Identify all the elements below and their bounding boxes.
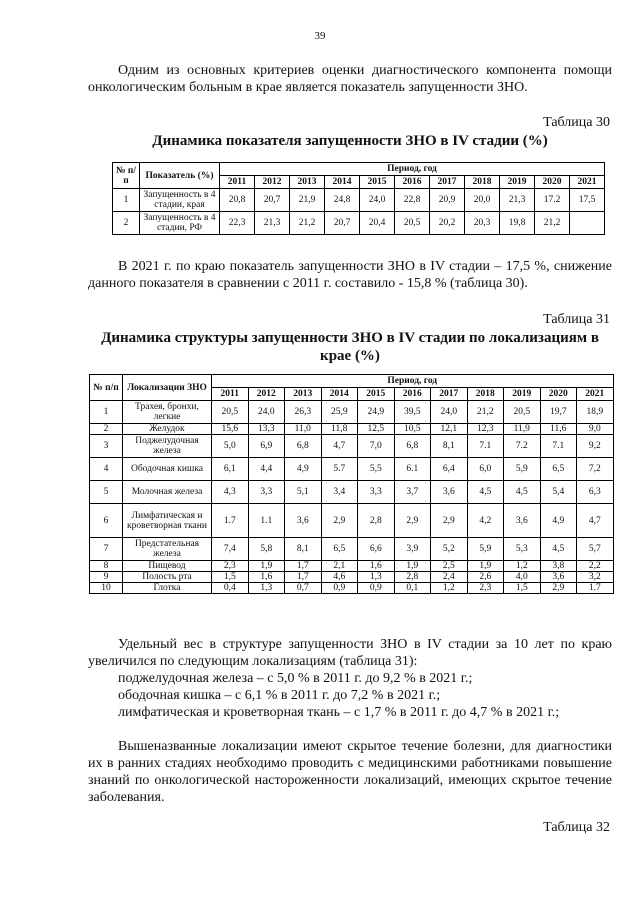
row-value: 24,0 — [248, 401, 285, 424]
row-number: 8 — [90, 561, 123, 572]
row-value: 5,4 — [540, 481, 577, 504]
row-value: 5.7 — [321, 458, 358, 481]
table31-header-period: Период, год — [212, 375, 614, 388]
row-value: 3,6 — [431, 481, 468, 504]
row-value: 4,4 — [248, 458, 285, 481]
row-value: 3,9 — [394, 538, 431, 561]
row-value: 2,4 — [431, 572, 468, 583]
table-row — [113, 189, 605, 212]
row-value: 5,3 — [504, 538, 541, 561]
row-value: 6,0 — [467, 458, 504, 481]
t30-year-header: 2017 — [430, 176, 465, 189]
row-value: 5,9 — [467, 538, 504, 561]
row-value: 2,8 — [394, 572, 431, 583]
row-value: 9,0 — [577, 424, 614, 435]
row-value: 0,9 — [358, 583, 395, 594]
table31-caption: Таблица 31 — [543, 312, 610, 327]
row-value: 1,9 — [394, 561, 431, 572]
row-number: 1 — [113, 189, 140, 212]
t30-year-header: 2014 — [325, 176, 360, 189]
row-value: 20,2 — [430, 212, 465, 235]
row-number: 2 — [90, 424, 123, 435]
table31-title: Динамика структуры запущенности ЗНО в IV стадии по локализациям в крае (%) — [101, 330, 599, 364]
row-value: 11,0 — [285, 424, 322, 435]
row-value: 7,2 — [577, 458, 614, 481]
row-value: 1,9 — [467, 561, 504, 572]
row-value: 7.1 — [467, 435, 504, 458]
row-value: 11,9 — [504, 424, 541, 435]
row-value: 12,5 — [358, 424, 395, 435]
row-value: 22,8 — [395, 189, 430, 212]
table-row — [90, 572, 614, 583]
row-value: 12,3 — [467, 424, 504, 435]
t30-year-header: 2019 — [500, 176, 535, 189]
row-label: Полость рта — [123, 572, 212, 583]
row-value: 3,8 — [540, 561, 577, 572]
row-value: 5,5 — [358, 458, 395, 481]
row-label: Запущенность в 4 стадии, РФ — [140, 212, 220, 235]
row-value: 2,9 — [394, 504, 431, 538]
row-value: 7,0 — [358, 435, 395, 458]
row-value: 3,6 — [540, 572, 577, 583]
row-label: Ободочная кишка — [123, 458, 212, 481]
page-number: 39 — [314, 30, 326, 42]
row-value: 4,5 — [504, 481, 541, 504]
table30-caption: Таблица 30 — [543, 115, 610, 130]
row-value: 19,7 — [540, 401, 577, 424]
row-value: 17.2 — [535, 189, 570, 212]
paragraph-3: Удельный вес в структуре запущенности ЗНО в IV стадии за 10 лет по краю увеличился по следующим локализациям (таблица 31): — [88, 637, 612, 669]
row-value: 4,0 — [504, 572, 541, 583]
row-value: 4,5 — [467, 481, 504, 504]
table-row — [90, 583, 614, 594]
row-value: 20,3 — [465, 212, 500, 235]
table-row — [90, 435, 614, 458]
row-value: 4,3 — [212, 481, 249, 504]
row-value: 3,7 — [394, 481, 431, 504]
row-value: 6,8 — [394, 435, 431, 458]
row-value: 0,1 — [394, 583, 431, 594]
row-value: 3,4 — [321, 481, 358, 504]
row-value: 8,1 — [431, 435, 468, 458]
row-value: 5,0 — [212, 435, 249, 458]
t31-year-header: 2011 — [212, 388, 249, 401]
row-number: 6 — [90, 504, 123, 538]
row-value: 4,7 — [321, 435, 358, 458]
t31-year-header: 2014 — [321, 388, 358, 401]
row-value: 1,6 — [358, 561, 395, 572]
t31-year-header: 2021 — [577, 388, 614, 401]
row-value: 4,6 — [321, 572, 358, 583]
row-number: 10 — [90, 583, 123, 594]
row-value: 1,7 — [285, 572, 322, 583]
row-label: Поджелудочная железа — [123, 435, 212, 458]
row-value: 6,1 — [212, 458, 249, 481]
t30-year-header: 2018 — [465, 176, 500, 189]
row-value: 24,0 — [431, 401, 468, 424]
row-value: 2,3 — [212, 561, 249, 572]
row-value: 13,3 — [248, 424, 285, 435]
table-row — [90, 458, 614, 481]
row-value: 2,5 — [431, 561, 468, 572]
t30-year-header: 2013 — [290, 176, 325, 189]
row-value: 1.7 — [577, 583, 614, 594]
row-value: 2,8 — [358, 504, 395, 538]
t31-year-header: 2020 — [540, 388, 577, 401]
t31-year-header: 2018 — [467, 388, 504, 401]
row-value: 6,9 — [248, 435, 285, 458]
row-value: 6.1 — [394, 458, 431, 481]
row-value: 12,1 — [431, 424, 468, 435]
table30 — [112, 162, 605, 235]
row-value: 1,2 — [431, 583, 468, 594]
row-label: Желудок — [123, 424, 212, 435]
row-value: 20,9 — [430, 189, 465, 212]
table30-header-num: № п/п — [113, 163, 140, 189]
row-value: 22,3 — [220, 212, 255, 235]
paragraph-4: Вышеназванные локализации имеют скрытое течение болезни, для диагностики их в ранних стадиях необходимо проводить с медицинскими работниками повышение знаний по онкологической настороженности локализаций, имеющих скрытое течение заболевания. — [88, 739, 612, 805]
row-value: 7.2 — [504, 435, 541, 458]
row-value: 2,6 — [467, 572, 504, 583]
row-value: 11,6 — [540, 424, 577, 435]
row-value: 26,3 — [285, 401, 322, 424]
table-row — [90, 481, 614, 504]
row-value: 3,3 — [358, 481, 395, 504]
row-value: 21,2 — [467, 401, 504, 424]
row-value: 24,9 — [358, 401, 395, 424]
row-value: 21,3 — [255, 212, 290, 235]
row-label: Глотка — [123, 583, 212, 594]
row-value: 8,1 — [285, 538, 322, 561]
table32-caption: Таблица 32 — [543, 820, 610, 835]
row-value: 24,8 — [325, 189, 360, 212]
row-value: 6,5 — [540, 458, 577, 481]
row-number: 7 — [90, 538, 123, 561]
table-row — [113, 212, 605, 235]
table30-header-indicator: Показатель (%) — [140, 163, 220, 189]
row-number: 5 — [90, 481, 123, 504]
row-value: 1.1 — [248, 504, 285, 538]
row-value: 20,8 — [220, 189, 255, 212]
row-value: 20,5 — [395, 212, 430, 235]
t31-year-header: 2012 — [248, 388, 285, 401]
row-number: 9 — [90, 572, 123, 583]
row-value: 3,2 — [577, 572, 614, 583]
row-value: 2,3 — [467, 583, 504, 594]
row-number: 3 — [90, 435, 123, 458]
row-value: 2,9 — [540, 583, 577, 594]
table30-header-period: Период, год — [220, 163, 605, 176]
row-value: 0,4 — [212, 583, 249, 594]
row-value: 4,2 — [467, 504, 504, 538]
row-value: 20,7 — [325, 212, 360, 235]
t30-year-header: 2020 — [535, 176, 570, 189]
t30-year-header: 2021 — [570, 176, 605, 189]
t30-year-header: 2012 — [255, 176, 290, 189]
row-value: 3,3 — [248, 481, 285, 504]
row-value: 9,2 — [577, 435, 614, 458]
intro-paragraph: Одним из основных критериев оценки диагностического компонента помощи онкологическим больным в крае является показатель запущенности ЗНО. — [88, 63, 612, 95]
row-value: 3,6 — [285, 504, 322, 538]
table-row — [90, 561, 614, 572]
t30-year-header: 2015 — [360, 176, 395, 189]
table-row — [90, 538, 614, 561]
row-value: 1,5 — [212, 572, 249, 583]
row-value: 1.7 — [212, 504, 249, 538]
row-value: 5,7 — [577, 538, 614, 561]
row-value: 11,8 — [321, 424, 358, 435]
row-value: 4,9 — [285, 458, 322, 481]
row-value: 5,8 — [248, 538, 285, 561]
row-value: 21,2 — [535, 212, 570, 235]
row-value: 1,3 — [358, 572, 395, 583]
table31-header-localization: Локализации ЗНО — [123, 375, 212, 401]
row-value: 20,0 — [465, 189, 500, 212]
row-value: 6,6 — [358, 538, 395, 561]
row-value: 20,4 — [360, 212, 395, 235]
row-value: 1,5 — [504, 583, 541, 594]
row-value: 6,5 — [321, 538, 358, 561]
row-value: 4,9 — [540, 504, 577, 538]
row-value: 20,5 — [504, 401, 541, 424]
row-value: 3,6 — [504, 504, 541, 538]
row-value: 1,2 — [504, 561, 541, 572]
t31-year-header: 2017 — [431, 388, 468, 401]
t30-year-header: 2016 — [395, 176, 430, 189]
row-label: Запущенность в 4 стадии, края — [140, 189, 220, 212]
row-value: 39,5 — [394, 401, 431, 424]
row-value: 4,5 — [540, 538, 577, 561]
row-value: 6,4 — [431, 458, 468, 481]
row-value: 7.1 — [540, 435, 577, 458]
row-value: 24,0 — [360, 189, 395, 212]
table-row — [90, 401, 614, 424]
list-item-colon: ободочная кишка – с 6,1 % в 2011 г. до 7,2 % в 2021 г.; — [118, 688, 441, 703]
t31-year-header: 2016 — [394, 388, 431, 401]
row-value: 20,7 — [255, 189, 290, 212]
paragraph-2: В 2021 г. по краю показатель запущенности ЗНО в IV стадии – 17,5 %, снижение данного показателя в сравнении с 2011 г. составило - 15,8 % (таблица 30). — [88, 259, 612, 291]
t31-year-header: 2013 — [285, 388, 322, 401]
row-value: 5,2 — [431, 538, 468, 561]
row-value: 5,9 — [504, 458, 541, 481]
t31-year-header: 2015 — [358, 388, 395, 401]
row-label: Лимфатическая и кроветворная ткани — [123, 504, 212, 538]
row-value: 2,2 — [577, 561, 614, 572]
row-value: 25,9 — [321, 401, 358, 424]
row-value: 21,3 — [500, 189, 535, 212]
row-number: 2 — [113, 212, 140, 235]
list-item-lymphatic: лимфатическая и кроветворная ткань – с 1,7 % в 2011 г. до 4,7 % в 2021 г.; — [118, 705, 560, 720]
row-value: 5,1 — [285, 481, 322, 504]
row-value: 6,8 — [285, 435, 322, 458]
row-value: 17,5 — [570, 189, 605, 212]
row-number: 1 — [90, 401, 123, 424]
row-value: 1,9 — [248, 561, 285, 572]
table31 — [89, 374, 614, 594]
row-value: 4,7 — [577, 504, 614, 538]
row-value: 0,9 — [321, 583, 358, 594]
row-label: Трахея, бронхи, легкие — [123, 401, 212, 424]
row-number: 4 — [90, 458, 123, 481]
row-value — [570, 212, 605, 235]
list-item-pancreas: поджелудочная железа – с 5,0 % в 2011 г. до 9,2 % в 2021 г.; — [118, 671, 473, 686]
row-value: 21,2 — [290, 212, 325, 235]
row-value: 1,6 — [248, 572, 285, 583]
row-value: 2,9 — [321, 504, 358, 538]
table-row — [90, 504, 614, 538]
table31-header-num: № п/п — [90, 375, 123, 401]
table30-title: Динамика показателя запущенности ЗНО в IV стадии (%) — [152, 133, 548, 149]
row-label: Предстательная железа — [123, 538, 212, 561]
row-label: Пищевод — [123, 561, 212, 572]
row-value: 21,9 — [290, 189, 325, 212]
row-value: 6,3 — [577, 481, 614, 504]
row-value: 1,3 — [248, 583, 285, 594]
row-value: 18,9 — [577, 401, 614, 424]
row-value: 2,1 — [321, 561, 358, 572]
row-value: 7,4 — [212, 538, 249, 561]
row-value: 0,7 — [285, 583, 322, 594]
row-value: 20,5 — [212, 401, 249, 424]
t31-year-header: 2019 — [504, 388, 541, 401]
row-label: Молочная железа — [123, 481, 212, 504]
table-row — [90, 424, 614, 435]
row-value: 15,6 — [212, 424, 249, 435]
t30-year-header: 2011 — [220, 176, 255, 189]
row-value: 2,9 — [431, 504, 468, 538]
row-value: 19,8 — [500, 212, 535, 235]
row-value: 1,7 — [285, 561, 322, 572]
row-value: 10,5 — [394, 424, 431, 435]
